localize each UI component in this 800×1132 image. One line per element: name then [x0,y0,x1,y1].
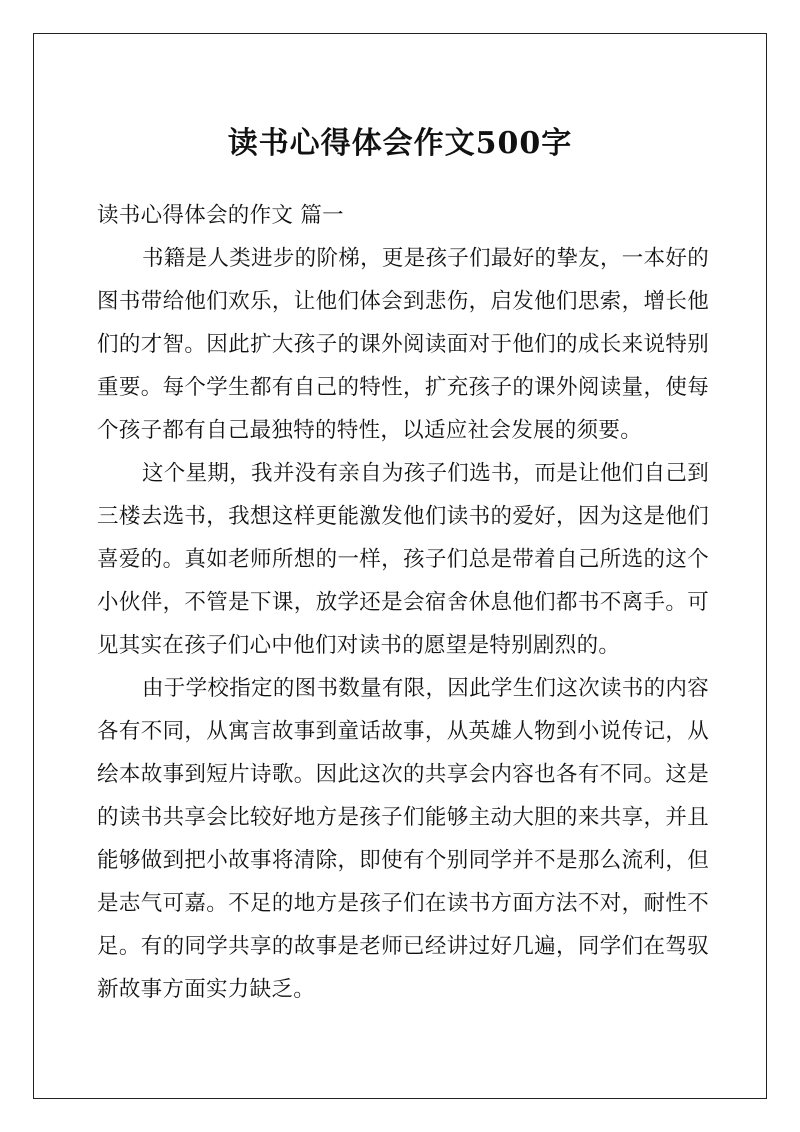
document-body [97,194,709,1011]
paragraph-3: 由于学校指定的图书数量有限，因此学生们这次读书的内容各有不同，从寓言故事到童话故事，从英雄人物到小说传记，从绘本故事到短片诗歌。因此这次的共享会内容也各有不同。这是的读书共享会比较好地方是孩子们能够主动大胆的来共享，并且能够做到把小故事将清除，即使有个别同学并不是那么流利，但是志气可嘉。不足的地方是孩子们在读书方面方法不对，耐性不足。有的同学共享的故事是老师已经讲过好几遍，同学们在驾驭新故事方面实力缺乏。 [97,676,709,1002]
paragraph-2: 这个星期，我并没有亲自为孩子们选书，而是让他们自己到三楼去选书，我想这样更能激发他们读书的爱好，因为这是他们喜爱的。真如老师所想的一样，孩子们总是带着自己所选的这个小伙伴，不管是下课，放学还是会宿舍休息他们都书不离手。可见其实在孩子们心中他们对读书的愿望是特别剧烈的。 [97,461,709,658]
document-title: 读书心得体会作文500字 [227,126,573,161]
section-heading: 读书心得体会的作文 篇一 [97,203,344,228]
paragraph-1: 书籍是人类进步的阶梯，更是孩子们最好的挚友，一本好的图书带给他们欢乐，让他们体会到悲伤，启发他们思索，增长他们的才智。因此扩大孩子的课外阅读面对于他们的成长来说特别重要。每个学生都有自己的特性，扩充孩子的课外阅读量，使每个孩子都有自己最独特的特性，以适应社会发展的须要。 [97,246,709,443]
